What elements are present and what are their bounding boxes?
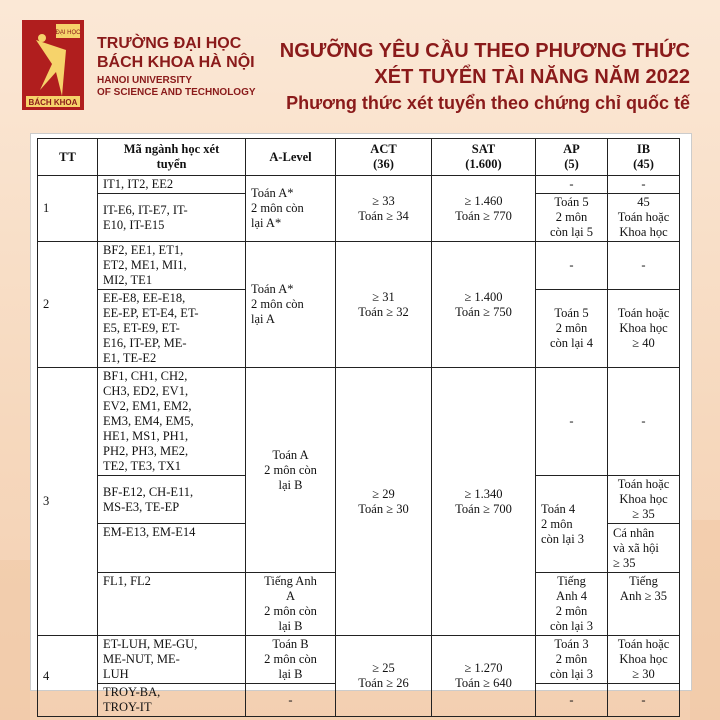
cell-ib: Toán hoặc Khoa học ≥ 35 [608, 476, 680, 524]
cell-sat: ≥ 1.460 Toán ≥ 770 [432, 176, 536, 242]
header-alevel: A-Level [246, 139, 336, 176]
cell-ib: - [608, 242, 680, 290]
header [0, 0, 720, 125]
cell-ib: Toán hoặc Khoa học ≥ 40 [608, 290, 680, 368]
requirements-sheet [30, 133, 692, 714]
table-row [38, 176, 680, 194]
cell-tt: 2 [38, 242, 98, 368]
cell-sat: ≥ 1.400 Toán ≥ 750 [432, 242, 536, 368]
university-logo [22, 20, 84, 110]
cell-ap: Toán 3 2 môn còn lại 3 [536, 636, 608, 684]
cell-sat: ≥ 1.270 Toán ≥ 640 [432, 636, 536, 717]
table-row [38, 242, 680, 290]
cell-major: ET-LUH, ME-GU, ME-NUT, ME- LUH [98, 636, 246, 684]
cell-alevel: Toán A* 2 môn còn lại A* [246, 176, 336, 242]
table-header-row [38, 139, 680, 176]
requirements-table [37, 138, 680, 717]
cell-ap: - [536, 684, 608, 717]
university-name-en: HANOI UNIVERSITY OF SCIENCE AND TECHNOLOGY [97, 75, 256, 98]
cell-major: IT-E6, IT-E7, IT- E10, IT-E15 [98, 194, 246, 242]
cell-alevel: Toán B 2 môn còn lại B [246, 636, 336, 684]
table-row [38, 636, 680, 684]
cell-ap: Tiếng Anh 4 2 môn còn lại 3 [536, 573, 608, 636]
cell-ap: Toán 4 2 môn còn lại 3 [536, 476, 608, 573]
svg-text:ĐẠI HỌC: ĐẠI HỌC [55, 30, 81, 36]
cell-major: BF-E12, CH-E11, MS-E3, TE-EP [98, 476, 246, 524]
cell-alevel: Tiếng Anh A 2 môn còn lại B [246, 573, 336, 636]
header-act: ACT (36) [336, 139, 432, 176]
cell-ib: Cá nhân và xã hội ≥ 35 [608, 524, 680, 573]
cell-ib: Tiếng Anh ≥ 35 [608, 573, 680, 636]
header-ap: AP (5) [536, 139, 608, 176]
table-row [38, 368, 680, 476]
header-ib: IB (45) [608, 139, 680, 176]
header-major: Mã ngành học xét tuyển [98, 139, 246, 176]
cell-alevel: - [246, 684, 336, 717]
cell-act: ≥ 33 Toán ≥ 34 [336, 176, 432, 242]
cell-ap: Toán 5 2 môn còn lại 4 [536, 290, 608, 368]
cell-ap: Toán 5 2 môn còn lại 5 [536, 194, 608, 242]
cell-ib: 45 Toán hoặc Khoa học [608, 194, 680, 242]
cell-act: ≥ 29 Toán ≥ 30 [336, 368, 432, 636]
cell-major: EE-E8, EE-E18, EE-EP, ET-E4, ET- E5, ET-E9, ET- E16, IT-EP, ME- E1, TE-E2 [98, 290, 246, 368]
cell-ap: - [536, 176, 608, 194]
cell-major: TROY-BA, TROY-IT [98, 684, 246, 717]
cell-tt: 1 [38, 176, 98, 242]
cell-major: BF2, EE1, ET1, ET2, ME1, MI1, MI2, TE1 [98, 242, 246, 290]
background-building [690, 520, 720, 720]
cell-act: ≥ 25 Toán ≥ 26 [336, 636, 432, 717]
cell-ib: - [608, 368, 680, 476]
page-title: NGƯỠNG YÊU CẦU THEO PHƯƠNG THỨC XÉT TUYỂN TÀI NĂNG NĂM 2022 [279, 40, 690, 88]
header-tt: TT [38, 139, 98, 176]
cell-major: FL1, FL2 [98, 573, 246, 636]
cell-alevel: Toán A* 2 môn còn lại A [246, 242, 336, 368]
background-building [0, 560, 30, 720]
cell-ap: - [536, 242, 608, 290]
header-sat: SAT (1.600) [432, 139, 536, 176]
svg-text:BÁCH KHOA: BÁCH KHOA [28, 98, 78, 107]
page-subtitle: Phương thức xét tuyển theo chứng chỉ quốc tế [286, 93, 690, 113]
cell-major: BF1, CH1, CH2, CH3, ED2, EV1, EV2, EM1, EM2, EM3, EM4, EM5, HE1, MS1, PH1, PH2, PH3, ME2, TE2, TE3, TX1 [98, 368, 246, 476]
cell-major: EM-E13, EM-E14 [98, 524, 246, 573]
cell-sat: ≥ 1.340 Toán ≥ 700 [432, 368, 536, 636]
university-name-vn: TRƯỜNG ĐẠI HỌC BÁCH KHOA HÀ NỘI [97, 35, 255, 71]
cell-major: IT1, IT2, EE2 [98, 176, 246, 194]
cell-act: ≥ 31 Toán ≥ 32 [336, 242, 432, 368]
cell-ib: - [608, 176, 680, 194]
cell-alevel: Toán A 2 môn còn lại B [246, 368, 336, 573]
cell-ib: - [608, 684, 680, 717]
cell-tt: 4 [38, 636, 98, 717]
cell-tt: 3 [38, 368, 98, 636]
cell-ib: Toán hoặc Khoa học ≥ 30 [608, 636, 680, 684]
cell-ap: - [536, 368, 608, 476]
